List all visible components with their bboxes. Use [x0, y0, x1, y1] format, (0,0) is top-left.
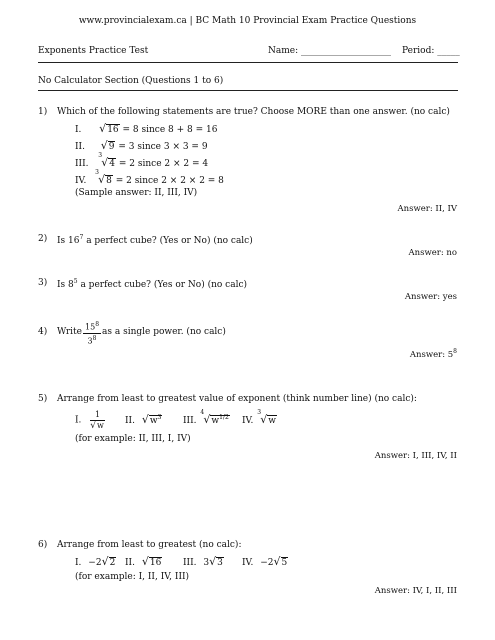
header-title: BC Math 10 Provincial Exam Practice Questions [195, 16, 417, 26]
radical: 3 √4 [98, 152, 116, 169]
page-header [0, 16, 495, 26]
q5-option-2: II. $√w^3$ [125, 413, 162, 426]
header-separator: | [189, 16, 193, 26]
q6-option-4: IV. −2√5 [242, 555, 288, 568]
q2-number: 2) [38, 234, 48, 244]
q1-item-3: III. 3 √4 = 2 since 2 × 2 = 4 [75, 152, 209, 169]
radical: 3 √w [257, 409, 276, 426]
q3-answer: Answer: yes [404, 292, 457, 302]
q3-text: Is $8^5$ a perfect cube? (Yes or No) (no calc) [57, 278, 248, 290]
q6-option-1: I. −2√2 [75, 555, 116, 568]
section-title: No Calculator Section (Questions 1 to 6) [38, 76, 224, 86]
radical: √2 [101, 555, 116, 568]
radical: √16 [99, 122, 119, 135]
q3-number: 3) [38, 278, 48, 288]
item-label: IV. [75, 176, 87, 186]
q4-number: 4) [38, 327, 48, 337]
q1-number: 1) [38, 107, 48, 117]
q4-answer: Answer: $5^8$ [409, 348, 457, 360]
name-field: Name: ____________________ [268, 46, 391, 56]
q6-answer: Answer: IV, I, II, III [374, 586, 457, 596]
q1-item-1: I. √16 = 8 since 8 + 8 = 16 [75, 122, 218, 135]
q6-option-3: III. 3√3 [183, 555, 223, 568]
q1-item-4: IV. 3 √8 = 2 since 2 × 2 × 2 = 8 [75, 169, 224, 186]
radical: 3 √8 [95, 169, 112, 186]
q6-example: (for example: I, II, IV, III) [75, 572, 190, 582]
radical: √9 [100, 139, 115, 152]
test-title: Exponents Practice Test [38, 46, 149, 56]
q6-number: 6) [38, 540, 48, 550]
q2-answer: Answer: no [408, 248, 457, 258]
period-field: Period: _____ [402, 46, 460, 56]
q1-item-2: II. √9 = 3 since 3 × 3 = 9 [75, 139, 208, 152]
q6-option-2: II. √16 [125, 555, 162, 568]
q5-option-3: III. 4 $√w^{1/2}$ [183, 409, 229, 426]
q5-option-1: I. $\frac{1}{√w}$ [75, 410, 104, 431]
q5-number: 5) [38, 394, 48, 404]
q4-fraction: $\frac{15^8}{3^8}$ [85, 321, 100, 346]
q6-text: Arrange from least to greatest (no calc): [57, 540, 242, 550]
radical: √16 [141, 555, 162, 568]
radical: $√w^3$ [141, 413, 162, 426]
radical: √3 [209, 555, 223, 568]
q5-example: (for example: II, III, I, IV) [75, 434, 191, 444]
q1-text: Which of the following statements are true? Choose MORE than one answer. (no calc) [57, 107, 450, 117]
q4-write: Write [57, 327, 82, 337]
q2-text: Is $16^7$ a perfect cube? (Yes or No) (no calc) [57, 234, 253, 246]
q1-answer: Answer: II, IV [397, 204, 457, 214]
q5-option-4: IV. 3 √w [242, 409, 276, 426]
radical: 4 $√w^{1/2}$ [200, 409, 229, 426]
item-label: III. [75, 159, 89, 169]
site-url: www.provincialexam.ca [78, 16, 187, 26]
q1-sample: (Sample answer: II, III, IV) [75, 188, 198, 198]
item-label: I. [75, 125, 82, 135]
q5-answer: Answer: I, III, IV, II [374, 451, 457, 461]
divider-top [38, 62, 458, 63]
q5-text: Arrange from least to greatest value of exponent (think number line) (no calc): [57, 394, 417, 404]
item-label: II. [75, 142, 85, 152]
divider-section [38, 90, 458, 91]
radical: √5 [273, 555, 288, 568]
q4-text: as a single power. (no calc) [102, 327, 226, 337]
